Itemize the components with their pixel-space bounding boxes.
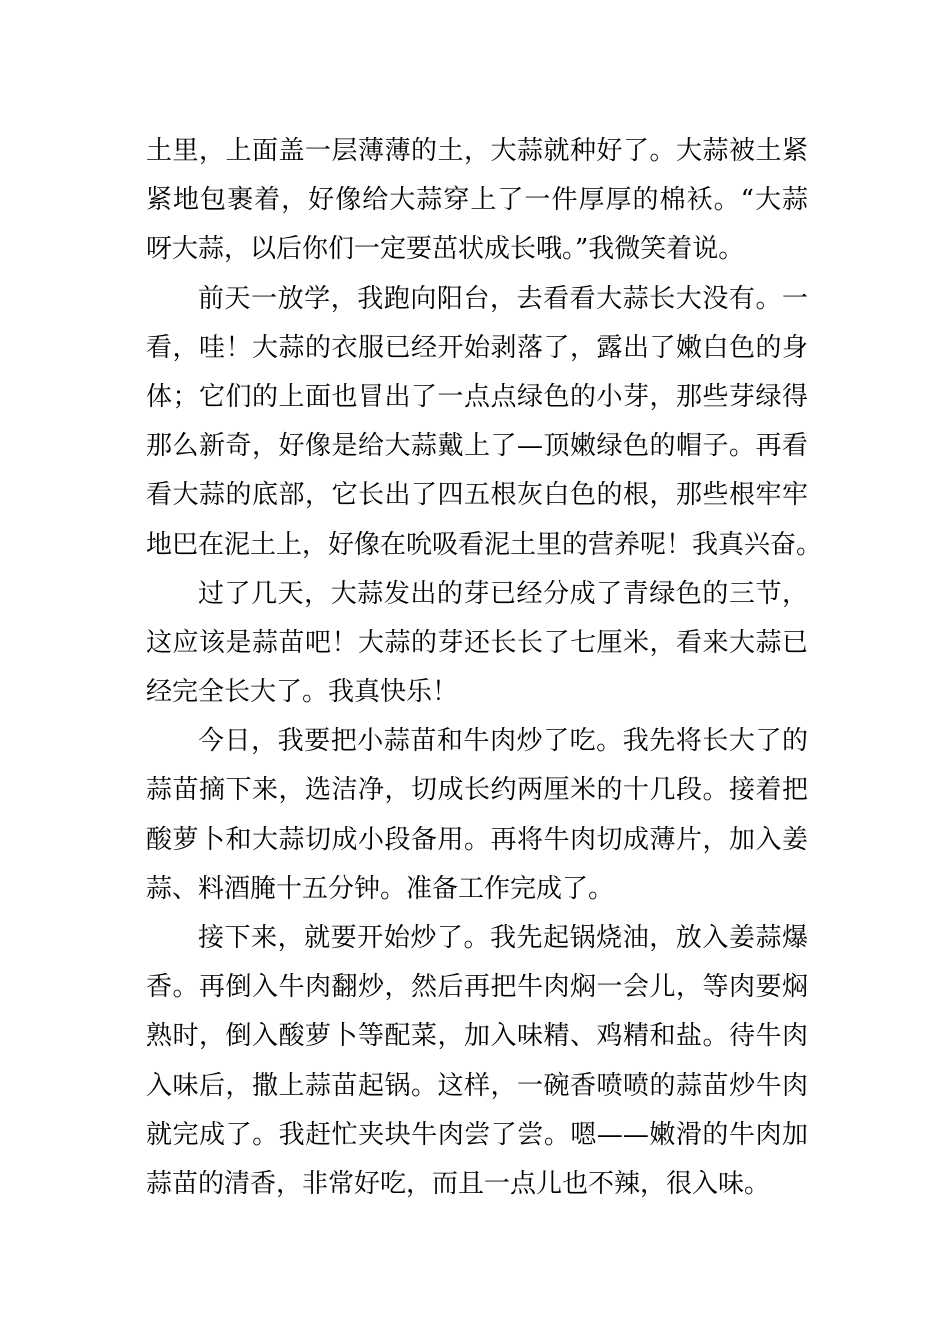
text-line: 那么新奇，好像是给大蒜戴上了—顶嫩绿色的帽子。再看 — [146, 431, 808, 462]
paragraph — [146, 914, 808, 1209]
text-line: 蒜苗的清香，非常好吃，而且一点儿也不辣，很入味。 — [146, 1168, 771, 1199]
text-line: 就完成了。我赶忙夹块牛肉尝了尝。嗯——嫩滑的牛肉加 — [146, 1119, 808, 1150]
text-line: 入味后，撒上蒜苗起锅。这样，一碗香喷喷的蒜苗炒牛肉 — [146, 1070, 808, 1101]
paragraph — [146, 717, 808, 914]
text-line: 接下来，就要开始炒了。我先起锅烧油，放入姜蒜爆 — [198, 923, 808, 953]
essay-body — [146, 127, 823, 1209]
text-line: 紧地包裹着，好像给大蒜穿上了一件厚厚的棉袄。“大蒜 — [146, 185, 808, 216]
text-line: 地巴在泥土上，好像在吮吸看泥土里的营养呢！我真兴奋。 — [146, 529, 823, 560]
text-line: 看，哇！大蒜的衣服已经开始剥落了，露出了嫩白色的身 — [146, 332, 808, 363]
paragraph — [146, 570, 808, 718]
text-line: 呀大蒜，以后你们一定要茁状成长哦。”我微笑着说。 — [146, 234, 745, 265]
text-line: 蒜、料酒腌十五分钟。准备工作完成了。 — [146, 873, 615, 904]
text-line: 经完全长大了。我真快乐！ — [146, 677, 459, 708]
text-line: 过了几天，大蒜发出的芽已经分成了青绿色的三节， — [198, 578, 808, 609]
text-line: 看大蒜的底部，它长出了四五根灰白色的根，那些根牢牢 — [146, 480, 808, 511]
text-line: 蒜苗摘下来，选洁净，切成长约两厘米的十几段。接着把 — [146, 775, 808, 806]
text-line: 体；它们的上面也冒出了一点点绿色的小芽，那些芽绿得 — [146, 381, 808, 412]
text-line: 这应该是蒜苗吧！大蒜的芽还长长了七厘米，看来大蒜已 — [146, 627, 808, 658]
text-line: 今日，我要把小蒜苗和牛肉炒了吃。我先将长大了的 — [198, 726, 808, 757]
text-line: 香。再倒入牛肉翻炒，然后再把牛肉焖一会儿，等肉要焖 — [146, 972, 808, 1003]
paragraph — [146, 127, 808, 275]
text-line: 土里，上面盖一层薄薄的土，大蒜就种好了。大蒜被土紧 — [146, 136, 808, 166]
text-line: 熟时，倒入酸萝卜等配菜，加入味精、鸡精和盐。待牛肉 — [146, 1021, 808, 1052]
text-line: 酸萝卜和大蒜切成小段备用。再将牛肉切成薄片，加入姜 — [146, 824, 808, 855]
paragraph — [146, 275, 823, 570]
text-line: 前天一放学，我跑向阳台，去看看大蒜长大没有。一 — [198, 283, 808, 314]
